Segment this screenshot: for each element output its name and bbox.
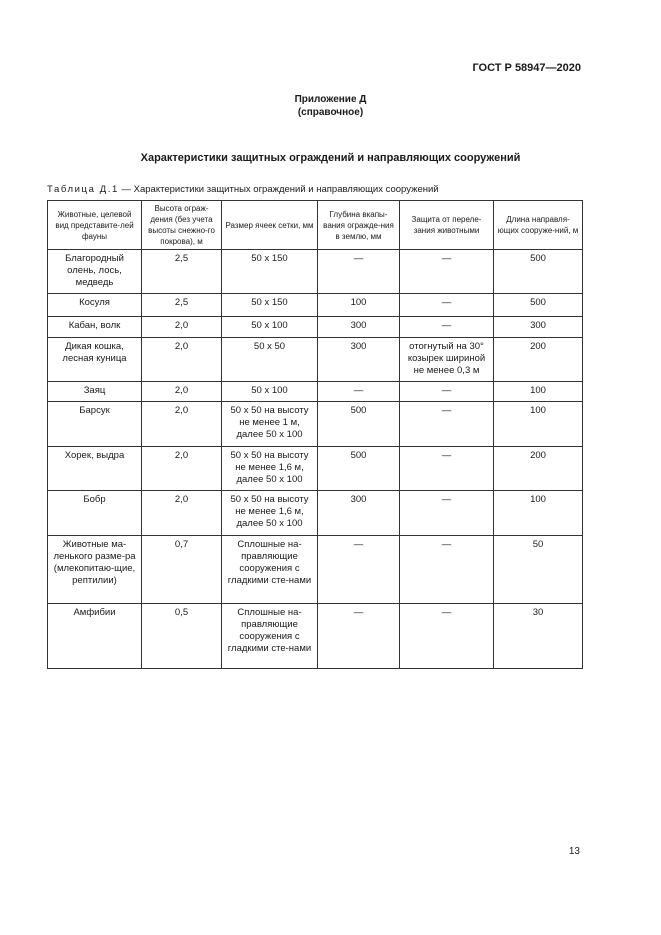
column-header: Глубина вкапы-вания огражде-ния в землю, мм <box>318 201 400 250</box>
page-number: 13 <box>568 846 580 857</box>
fence-characteristics-table <box>47 200 583 669</box>
table-cell: 50 x 100 <box>222 317 318 338</box>
table-cell: 200 <box>494 338 583 382</box>
table-row <box>48 402 583 447</box>
table-caption <box>47 184 439 195</box>
table-cell: 50 x 50 <box>222 338 318 382</box>
table-cell: 200 <box>494 447 583 491</box>
table-cell: 2,0 <box>142 382 222 402</box>
table-row <box>48 604 583 669</box>
table-cell: 100 <box>494 402 583 447</box>
column-header: Длина направля-ющих сооруже-ний, м <box>494 201 583 250</box>
column-header: Высота ограж-дения (без учета высоты снежно-го покрова), м <box>142 201 222 250</box>
table-cell: Дикая кошка, лесная куница <box>48 338 142 382</box>
table-cell: 2,5 <box>142 250 222 294</box>
table-row <box>48 338 583 382</box>
table-cell: — <box>318 536 400 604</box>
table-cell: 50 x 100 <box>222 382 318 402</box>
appendix-heading <box>0 93 661 119</box>
table-cell: 500 <box>494 294 583 317</box>
table-cell: 0,7 <box>142 536 222 604</box>
table-cell: 500 <box>494 250 583 294</box>
table-cell: 50 x 50 на высоту не менее 1,6 м, далее 50 x 100 <box>222 447 318 491</box>
appendix-subtitle: (справочное) <box>297 107 364 118</box>
table-cell: — <box>400 294 494 317</box>
table-cell: 300 <box>318 491 400 536</box>
table-cell: Сплошные на-правляющие сооружения с гладкими сте-нами <box>222 604 318 669</box>
column-header: Животные, целевой вид представите-лей фауны <box>48 201 142 250</box>
appendix-title: Приложение Д <box>294 94 367 105</box>
table-cell: 100 <box>318 294 400 317</box>
table-cell: Благородный олень, лось, медведь <box>48 250 142 294</box>
table-row <box>48 536 583 604</box>
table-cell: 300 <box>318 317 400 338</box>
table-cell: 2,0 <box>142 317 222 338</box>
table-cell: 500 <box>318 402 400 447</box>
table-header-row <box>48 201 583 250</box>
table-cell: 0,5 <box>142 604 222 669</box>
table-cell: Сплошные на-правляющие сооружения с гладкими сте-нами <box>222 536 318 604</box>
table-cell: 50 x 50 на высоту не менее 1,6 м, далее 50 x 100 <box>222 491 318 536</box>
table-row <box>48 491 583 536</box>
table-cell: Косуля <box>48 294 142 317</box>
section-title: Характеристики защитных ограждений и направляющих сооружений <box>140 152 521 164</box>
table-cell: Хорек, выдра <box>48 447 142 491</box>
table-row <box>48 294 583 317</box>
table-cell: Животные ма-ленького разме-ра (млекопитаю-щие, рептилии) <box>48 536 142 604</box>
table-cell: 500 <box>318 447 400 491</box>
table-cell: — <box>400 604 494 669</box>
table-cell: Барсук <box>48 402 142 447</box>
standard-code: ГОСТ Р 58947—2020 <box>472 62 581 74</box>
table-cell: Бобр <box>48 491 142 536</box>
table-cell: 100 <box>494 382 583 402</box>
table-cell: 2,0 <box>142 402 222 447</box>
table-cell: — <box>400 447 494 491</box>
table-cell: — <box>400 402 494 447</box>
table-cell: 50 x 50 на высоту не менее 1 м, далее 50 x 100 <box>222 402 318 447</box>
table-cell: — <box>400 317 494 338</box>
table-row <box>48 447 583 491</box>
table-cell: — <box>318 250 400 294</box>
table-cell: 100 <box>494 491 583 536</box>
table-row <box>48 317 583 338</box>
table-cell: 300 <box>318 338 400 382</box>
table-cell: — <box>318 382 400 402</box>
table-cell: 300 <box>494 317 583 338</box>
table-row <box>48 382 583 402</box>
table-cell: — <box>400 491 494 536</box>
table-cell: 50 x 150 <box>222 250 318 294</box>
table-cell: 50 x 150 <box>222 294 318 317</box>
table-cell: 50 <box>494 536 583 604</box>
table-cell: Амфибии <box>48 604 142 669</box>
table-cell: Заяц <box>48 382 142 402</box>
column-header: Размер ячеек сетки, мм <box>222 201 318 250</box>
table-caption-text: — Характеристики защитных ограждений и направляющих сооружений <box>118 184 439 195</box>
table-cell: — <box>400 382 494 402</box>
table-cell: Кабан, волк <box>48 317 142 338</box>
table-cell: 2,0 <box>142 447 222 491</box>
table-cell: 2,0 <box>142 338 222 382</box>
table-cell: 30 <box>494 604 583 669</box>
table-cell: — <box>400 536 494 604</box>
table-caption-label: Таблица Д.1 <box>47 184 119 195</box>
table-cell: — <box>400 250 494 294</box>
table-row <box>48 250 583 294</box>
column-header: Защита от переле-зания животными <box>400 201 494 250</box>
table-cell: 2,0 <box>142 491 222 536</box>
table-cell: отогнутый на 30° козырек шириной не менее 0,3 м <box>400 338 494 382</box>
table-cell: — <box>318 604 400 669</box>
table-cell: 2,5 <box>142 294 222 317</box>
